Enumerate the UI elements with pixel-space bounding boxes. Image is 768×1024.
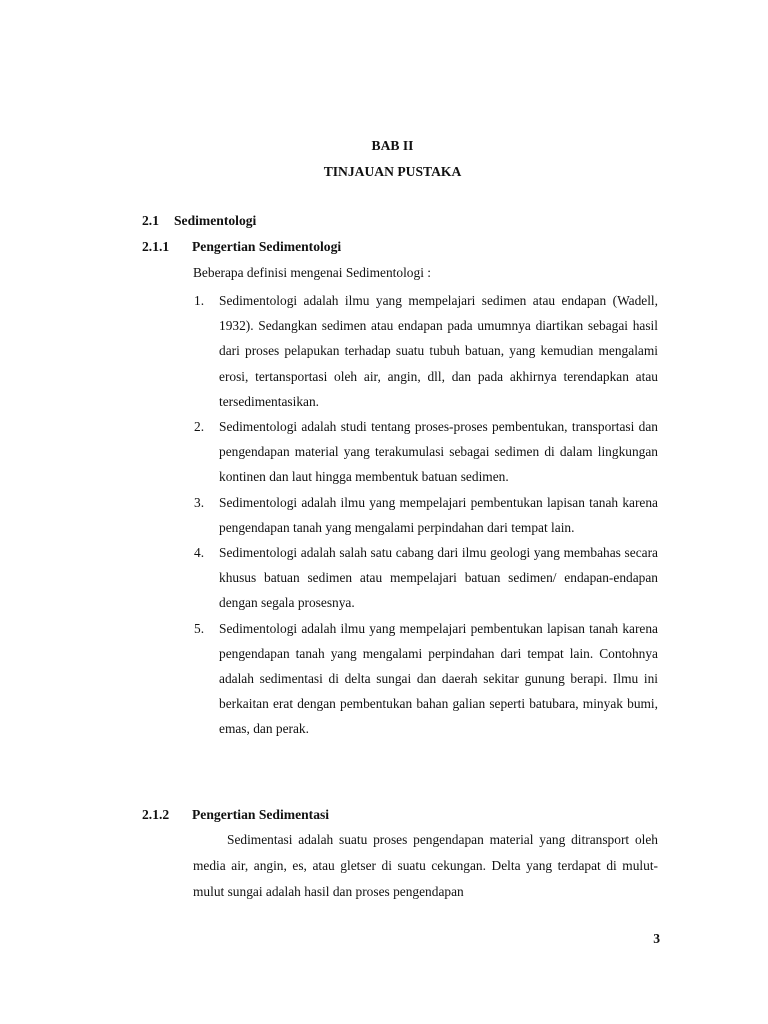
section-title: Sedimentologi — [174, 213, 257, 228]
chapter-number: BAB II — [371, 138, 414, 153]
list-item-text: Sedimentologi adalah ilmu yang mempelajari pembentukan lapisan tanah karena pengendapan tanah yang mengalami perpindahan dari tempat lain. Contohnya adalah sedimentasi di delta sungai dan daerah sekitar gunung berapi. Ilmu ini berkaitan erat dengan pembentukan bahan galian seperti batubara, minyak bumi, emas, dan perak. — [219, 620, 658, 737]
list-item-text: Sedimentologi adalah ilmu yang mempelajari pembentukan lapisan tanah karena pengendapan tanah yang mengalami perpindahan dari tempat lain. — [219, 494, 658, 535]
list-item-text: Sedimentologi adalah salah satu cabang dari ilmu geologi yang membahas secara khusus batuan sedimen atau mempelajari batuan sedimen/ endapan-endapan dengan segala prosesnya. — [219, 545, 658, 611]
list-marker: 3. — [194, 494, 205, 510]
page-number: 3 — [653, 931, 660, 946]
list-marker: 5. — [194, 620, 205, 636]
section-heading-2-1-1 — [142, 239, 341, 255]
list-item — [194, 540, 658, 616]
list-item — [194, 490, 658, 540]
list-item — [194, 288, 658, 414]
section-number: 2.1.1 — [142, 239, 170, 254]
section-title: Pengertian Sedimentasi — [192, 807, 330, 822]
list-marker: 4. — [194, 545, 205, 561]
list-item-text: Sedimentologi adalah studi tentang proses-proses pembentukan, transportasi dan pengendapan material yang terakumulasi sebagai sedimen di dalam lingkungan kontinen dan laut hingga membentuk batuan sedimen. — [219, 419, 658, 485]
definition-intro: Beberapa definisi mengenai Sedimentologi : — [193, 265, 431, 280]
definition-list — [194, 288, 658, 742]
section-title: Pengertian Sedimentologi — [192, 239, 342, 254]
body-paragraph: Sedimentasi adalah suatu proses pengendapan material yang ditransport oleh media air, angin, es, atau gletser di suatu cekungan. Delta yang terdapat di mulut-mulut sungai adalah hasil dan proses pengendapan — [193, 832, 658, 899]
list-marker: 1. — [194, 293, 205, 308]
list-item — [194, 414, 658, 490]
section-heading-2-1 — [142, 213, 256, 229]
section-number: 2.1 — [142, 213, 159, 228]
list-marker: 2. — [194, 419, 205, 435]
section-heading-2-1-2 — [142, 807, 329, 823]
list-item-text: Sedimentologi adalah ilmu yang mempelajari sedimen atau endapan (Wadell, 1932). Sedangkan sedimen atau endapan pada umumnya diartikan sebagai hasil dari proses pelapukan terhadap suatu tubuh batuan, yang kemudian mengalami erosi, tertansportasi oleh air, angin, dll, dan pada akhirnya terendapkan atau tersedimentasikan. — [219, 293, 658, 409]
list-item — [194, 616, 658, 742]
chapter-title: TINJAUAN PUSTAKA — [323, 164, 462, 179]
section-number: 2.1.2 — [142, 807, 170, 822]
